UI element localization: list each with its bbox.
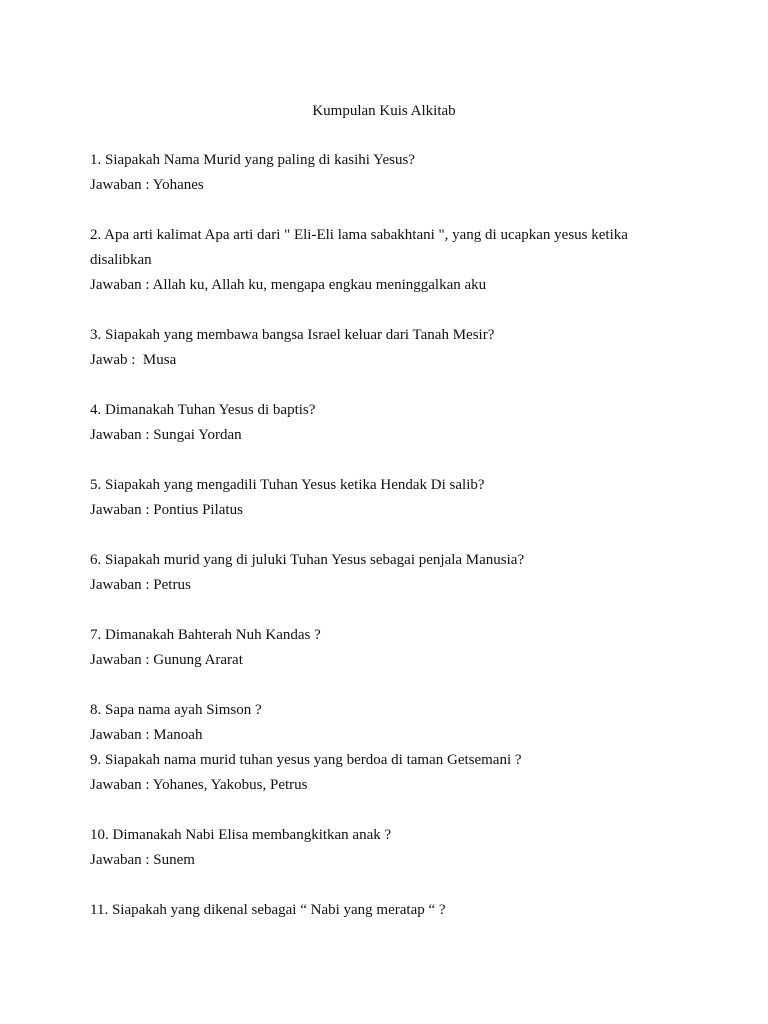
quiz-item-11 (90, 898, 690, 923)
answer-text: Jawaban : Manoah (90, 727, 203, 743)
answer-text: Jawaban : Sungai Yordan (90, 427, 242, 443)
quiz-item-2 (90, 223, 690, 298)
question-text: 5. Siapakah yang mengadili Tuhan Yesus ketika Hendak Di salib? (90, 477, 485, 493)
quiz-item-5 (90, 473, 690, 523)
question-text: 8. Sapa nama ayah Simson ? (90, 702, 262, 718)
answer-text: Jawaban : Pontius Pilatus (90, 502, 243, 518)
answer-text: Jawaban : Sunem (90, 852, 195, 868)
question-text: 4. Dimanakah Tuhan Yesus di baptis? (90, 402, 316, 418)
quiz-item-6 (90, 548, 690, 598)
page-title: Kumpulan Kuis Alkitab (312, 103, 456, 119)
question-text: 10. Dimanakah Nabi Elisa membangkitkan anak ? (90, 827, 392, 843)
quiz-item-8 (90, 698, 690, 748)
question-text: 1. Siapakah Nama Murid yang paling di kasihi Yesus? (90, 152, 415, 168)
quiz-item-3 (90, 323, 690, 373)
answer-text: Jawaban : Petrus (90, 577, 191, 593)
answer-text: Jawaban : Yohanes, Yakobus, Petrus (90, 777, 308, 793)
quiz-item-7 (90, 623, 690, 673)
question-text: 6. Siapakah murid yang di juluki Tuhan Yesus sebagai penjala Manusia? (90, 552, 525, 568)
question-text: 9. Siapakah nama murid tuhan yesus yang berdoa di taman Getsemani ? (90, 752, 522, 768)
question-text: 11. Siapakah yang dikenal sebagai “ Nabi yang meratap “ ? (90, 902, 446, 918)
question-text: 3. Siapakah yang membawa bangsa Israel keluar dari Tanah Mesir? (90, 327, 495, 343)
answer-text: Jawaban : Yohanes (90, 177, 204, 193)
question-text: 7. Dimanakah Bahterah Nuh Kandas ? (90, 627, 321, 643)
quiz-item-10 (90, 823, 690, 873)
question-text: 2. Apa arti kalimat Apa arti dari " Eli-Eli lama sabakhtani ", yang di ucapkan yesus ketika disalibkan (90, 227, 632, 268)
quiz-list (90, 148, 690, 923)
answer-text: Jawaban : Allah ku, Allah ku, mengapa engkau meninggalkan aku (90, 277, 487, 293)
quiz-item-4 (90, 398, 690, 448)
answer-text: Jawaban : Gunung Ararat (90, 652, 243, 668)
quiz-item-1 (90, 148, 690, 198)
quiz-item-9 (90, 748, 690, 798)
answer-text: Jawab : Musa (90, 352, 177, 368)
